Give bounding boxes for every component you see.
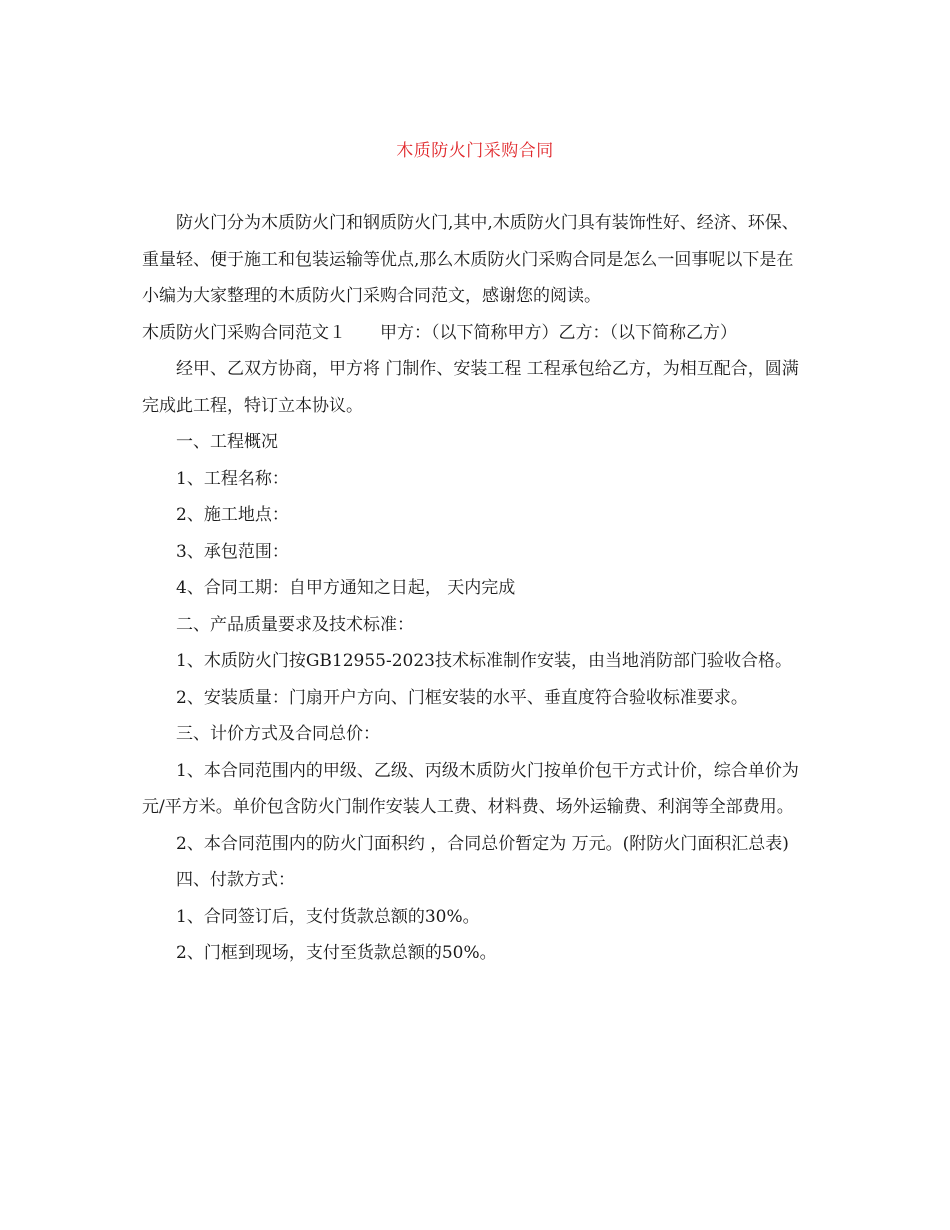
contract-scope-item: 3、承包范围： bbox=[176, 541, 289, 562]
unit-price-item: 1、本合同范围内的甲级、乙级、丙级木质防火门按单价包干方式计价，综合单价为 元/平方米。单价包含防火门制作安装人工费、材料费、场外运输费、利润等全部费用。 bbox=[142, 760, 799, 817]
total-price-item: 2、本合同范围内的防火门面积约 ，合同总价暂定为 万元。(附防火门面积汇总表) bbox=[176, 833, 789, 854]
agreement-paragraph: 经甲、乙双方协商，甲方将 门制作、安装工程 工程承包给乙方，为相互配合，圆满完成此工程，特订立本协议。 bbox=[142, 359, 799, 416]
document-body bbox=[142, 205, 810, 972]
section-heading-quality: 二、产品质量要求及技术标准： bbox=[176, 614, 414, 635]
quality-standard-item: 1、木质防火门按GB12955-2023技术标准制作安装，由当地消防部门验收合格。 bbox=[176, 651, 792, 671]
installation-quality-item: 2、安装质量：门扇开户方向、门框安装的水平、垂直度符合验收标准要求。 bbox=[176, 687, 748, 708]
intro-paragraph: 防火门分为木质防火门和钢质防火门,其中,木质防火门具有装饰性好、经济、环保、重量轻、便于施工和包装运输等优点,那么木质防火门采购合同是怎么一回事呢以下是在小编为大家整理的木质防火门采购合同范文，感谢您的阅读。 bbox=[142, 213, 799, 306]
section-heading-payment: 四、付款方式： bbox=[176, 870, 295, 890]
payment-item-2: 2、门框到现场，支付至货款总额的50%。 bbox=[176, 943, 497, 963]
project-name-item: 1、工程名称： bbox=[176, 468, 289, 489]
payment-item-1: 1、合同签订后，支付货款总额的30%。 bbox=[176, 906, 480, 927]
document-title: 木质防火门采购合同 bbox=[396, 141, 554, 161]
construction-site-item: 2、施工地点： bbox=[176, 505, 289, 525]
contract-parties-line: 木质防火门采购合同范文１ 甲方：（以下简称甲方）乙方：（以下简称乙方） bbox=[142, 322, 737, 343]
section-heading-project-overview: 一、工程概况 bbox=[176, 432, 278, 452]
section-heading-pricing: 三、计价方式及合同总价： bbox=[176, 724, 380, 744]
contract-period-item: 4、合同工期：自甲方通知之日起， 天内完成 bbox=[176, 578, 516, 598]
